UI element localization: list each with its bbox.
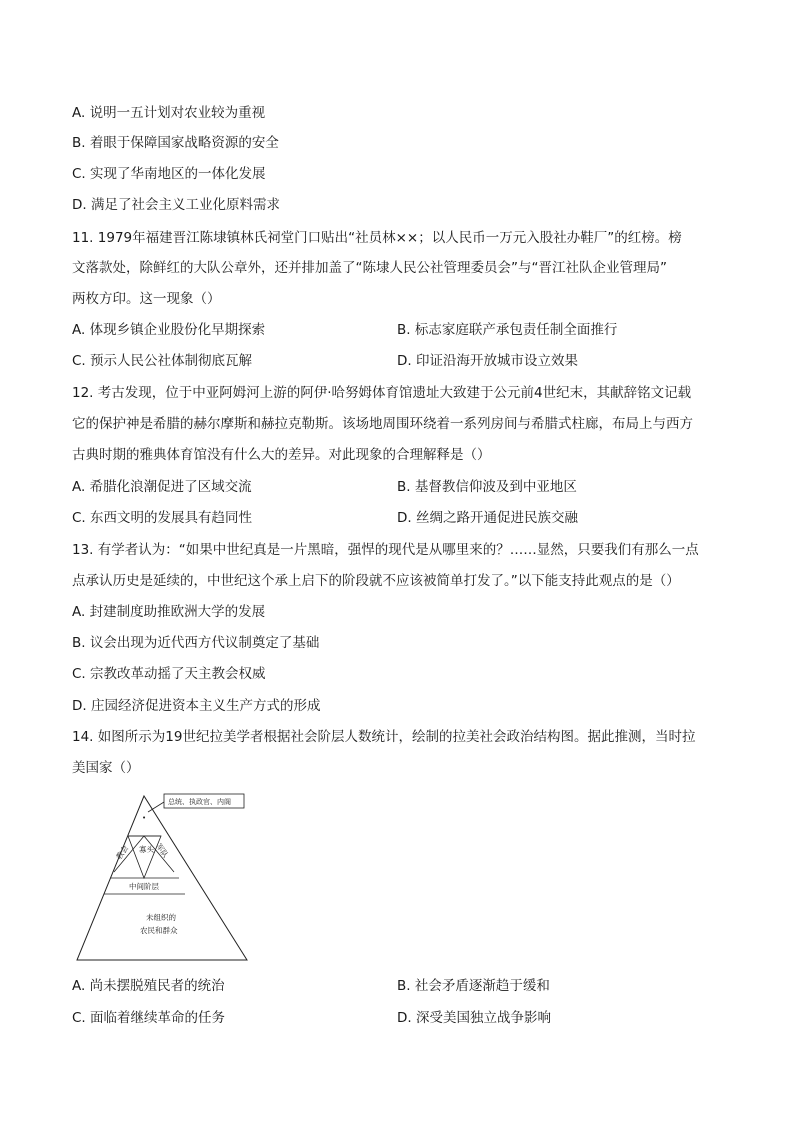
- army-label: 军队: [154, 841, 171, 860]
- q11-stem-line-1: 11. 1979年福建晋江陈埭镇林氏祠堂门口贴出“社员林××；以人民币一万元入股社办鞋厂”的红榜。榜: [72, 230, 682, 246]
- q11-stem-line-3: 两枚方印。这一现象（）: [72, 291, 221, 307]
- q14-option-a: A. 尚未摆脱殖民者的统治: [72, 978, 225, 994]
- q12-option-d: D. 丝绸之路开通促进民族交融: [397, 510, 578, 526]
- q11-stem-line-2: 文落款处，除鲜红的大队公章外，还并排加盖了“陈埭人民公社管理委员会”与“晋江社队企业管理局”: [72, 260, 667, 276]
- top-label-text: 总统、执政官、内阁: [168, 798, 231, 806]
- q12-stem-line-3: 古典时期的雅典体育馆没有什么大的差异。对此现象的合理解释是（）: [72, 447, 491, 463]
- q13-option-c: C. 宗教改革动摇了天主教会权威: [72, 666, 266, 682]
- middle-class-label: 中间阶层: [129, 882, 159, 891]
- q11-option-b: B. 标志家庭联产承包责任制全面推行: [397, 322, 618, 338]
- q14-stem-line-2: 美国家（）: [72, 760, 140, 776]
- q10-option-d: D. 满足了社会主义工业化原料需求: [72, 197, 280, 213]
- q10-option-b: B. 着眼于保障国家战略资源的安全: [72, 135, 279, 151]
- oligarchy-label: 寡头: [139, 845, 154, 854]
- masses-label-2: 农民和群众: [140, 926, 178, 935]
- q12-option-b: B. 基督教信仰波及到中亚地区: [397, 479, 577, 495]
- q10-option-a: A. 说明一五计划对农业较为重视: [72, 105, 266, 121]
- q13-option-d: D. 庄园经济促进资本主义生产方式的形成: [72, 698, 321, 714]
- q11-option-d: D. 印证沿海开放城市设立效果: [397, 353, 578, 369]
- pyramid-apex-dot: •: [142, 814, 147, 822]
- q12-stem-line-2: 它的保护神是希腊的赫尔摩斯和赫拉克勒斯。该场地周围环绕着一系列房间与希腊式柱廊，布局上与西方: [72, 416, 693, 432]
- q14-option-d: D. 深受美国独立战争影响: [397, 1010, 551, 1026]
- q13-stem-line-2: 点承认历史是延续的，中世纪这个承上启下的阶段就不应该被简单打发了。”以下能支持此观点的是（）: [72, 573, 680, 589]
- q14-option-c: C. 面临着继续革命的任务: [72, 1010, 226, 1026]
- oligarchy-triangle: [128, 836, 161, 878]
- q12-stem-line-1: 12. 考古发现，位于中亚阿姆河上游的阿伊·哈努姆体育馆遗址大致建于公元前4世纪末，其献辞铭文记载: [72, 385, 692, 401]
- church-label: 教会: [114, 843, 131, 862]
- q12-option-a: A. 希腊化浪潮促进了区域交流: [72, 479, 252, 495]
- q10-option-c: C. 实现了华南地区的一体化发展: [72, 166, 266, 182]
- masses-label-1: 未组织的: [146, 913, 176, 922]
- q13-stem-line-1: 13. 有学者认为：“如果中世纪真是一片黑暗，强悍的现代是从哪里来的？……显然，只要我们有那么一点: [72, 542, 699, 558]
- q11-option-a: A. 体现乡镇企业股份化早期探索: [72, 322, 266, 338]
- q12-option-c: C. 东西文明的发展具有趋同性: [72, 510, 253, 526]
- q13-option-b: B. 议会出现为近代西方代议制奠定了基础: [72, 635, 320, 651]
- q14-option-b: B. 社会矛盾逐渐趋于缓和: [397, 978, 550, 994]
- q14-stem-line-1: 14. 如图所示为19世纪拉美学者根据社会阶层人数统计，绘制的拉美社会政治结构图。据此推测，当时拉: [72, 729, 696, 745]
- q13-option-a: A. 封建制度助推欧洲大学的发展: [72, 604, 266, 620]
- social-structure-pyramid: [72, 790, 252, 965]
- q11-option-c: C. 预示人民公社体制彻底瓦解: [72, 353, 253, 369]
